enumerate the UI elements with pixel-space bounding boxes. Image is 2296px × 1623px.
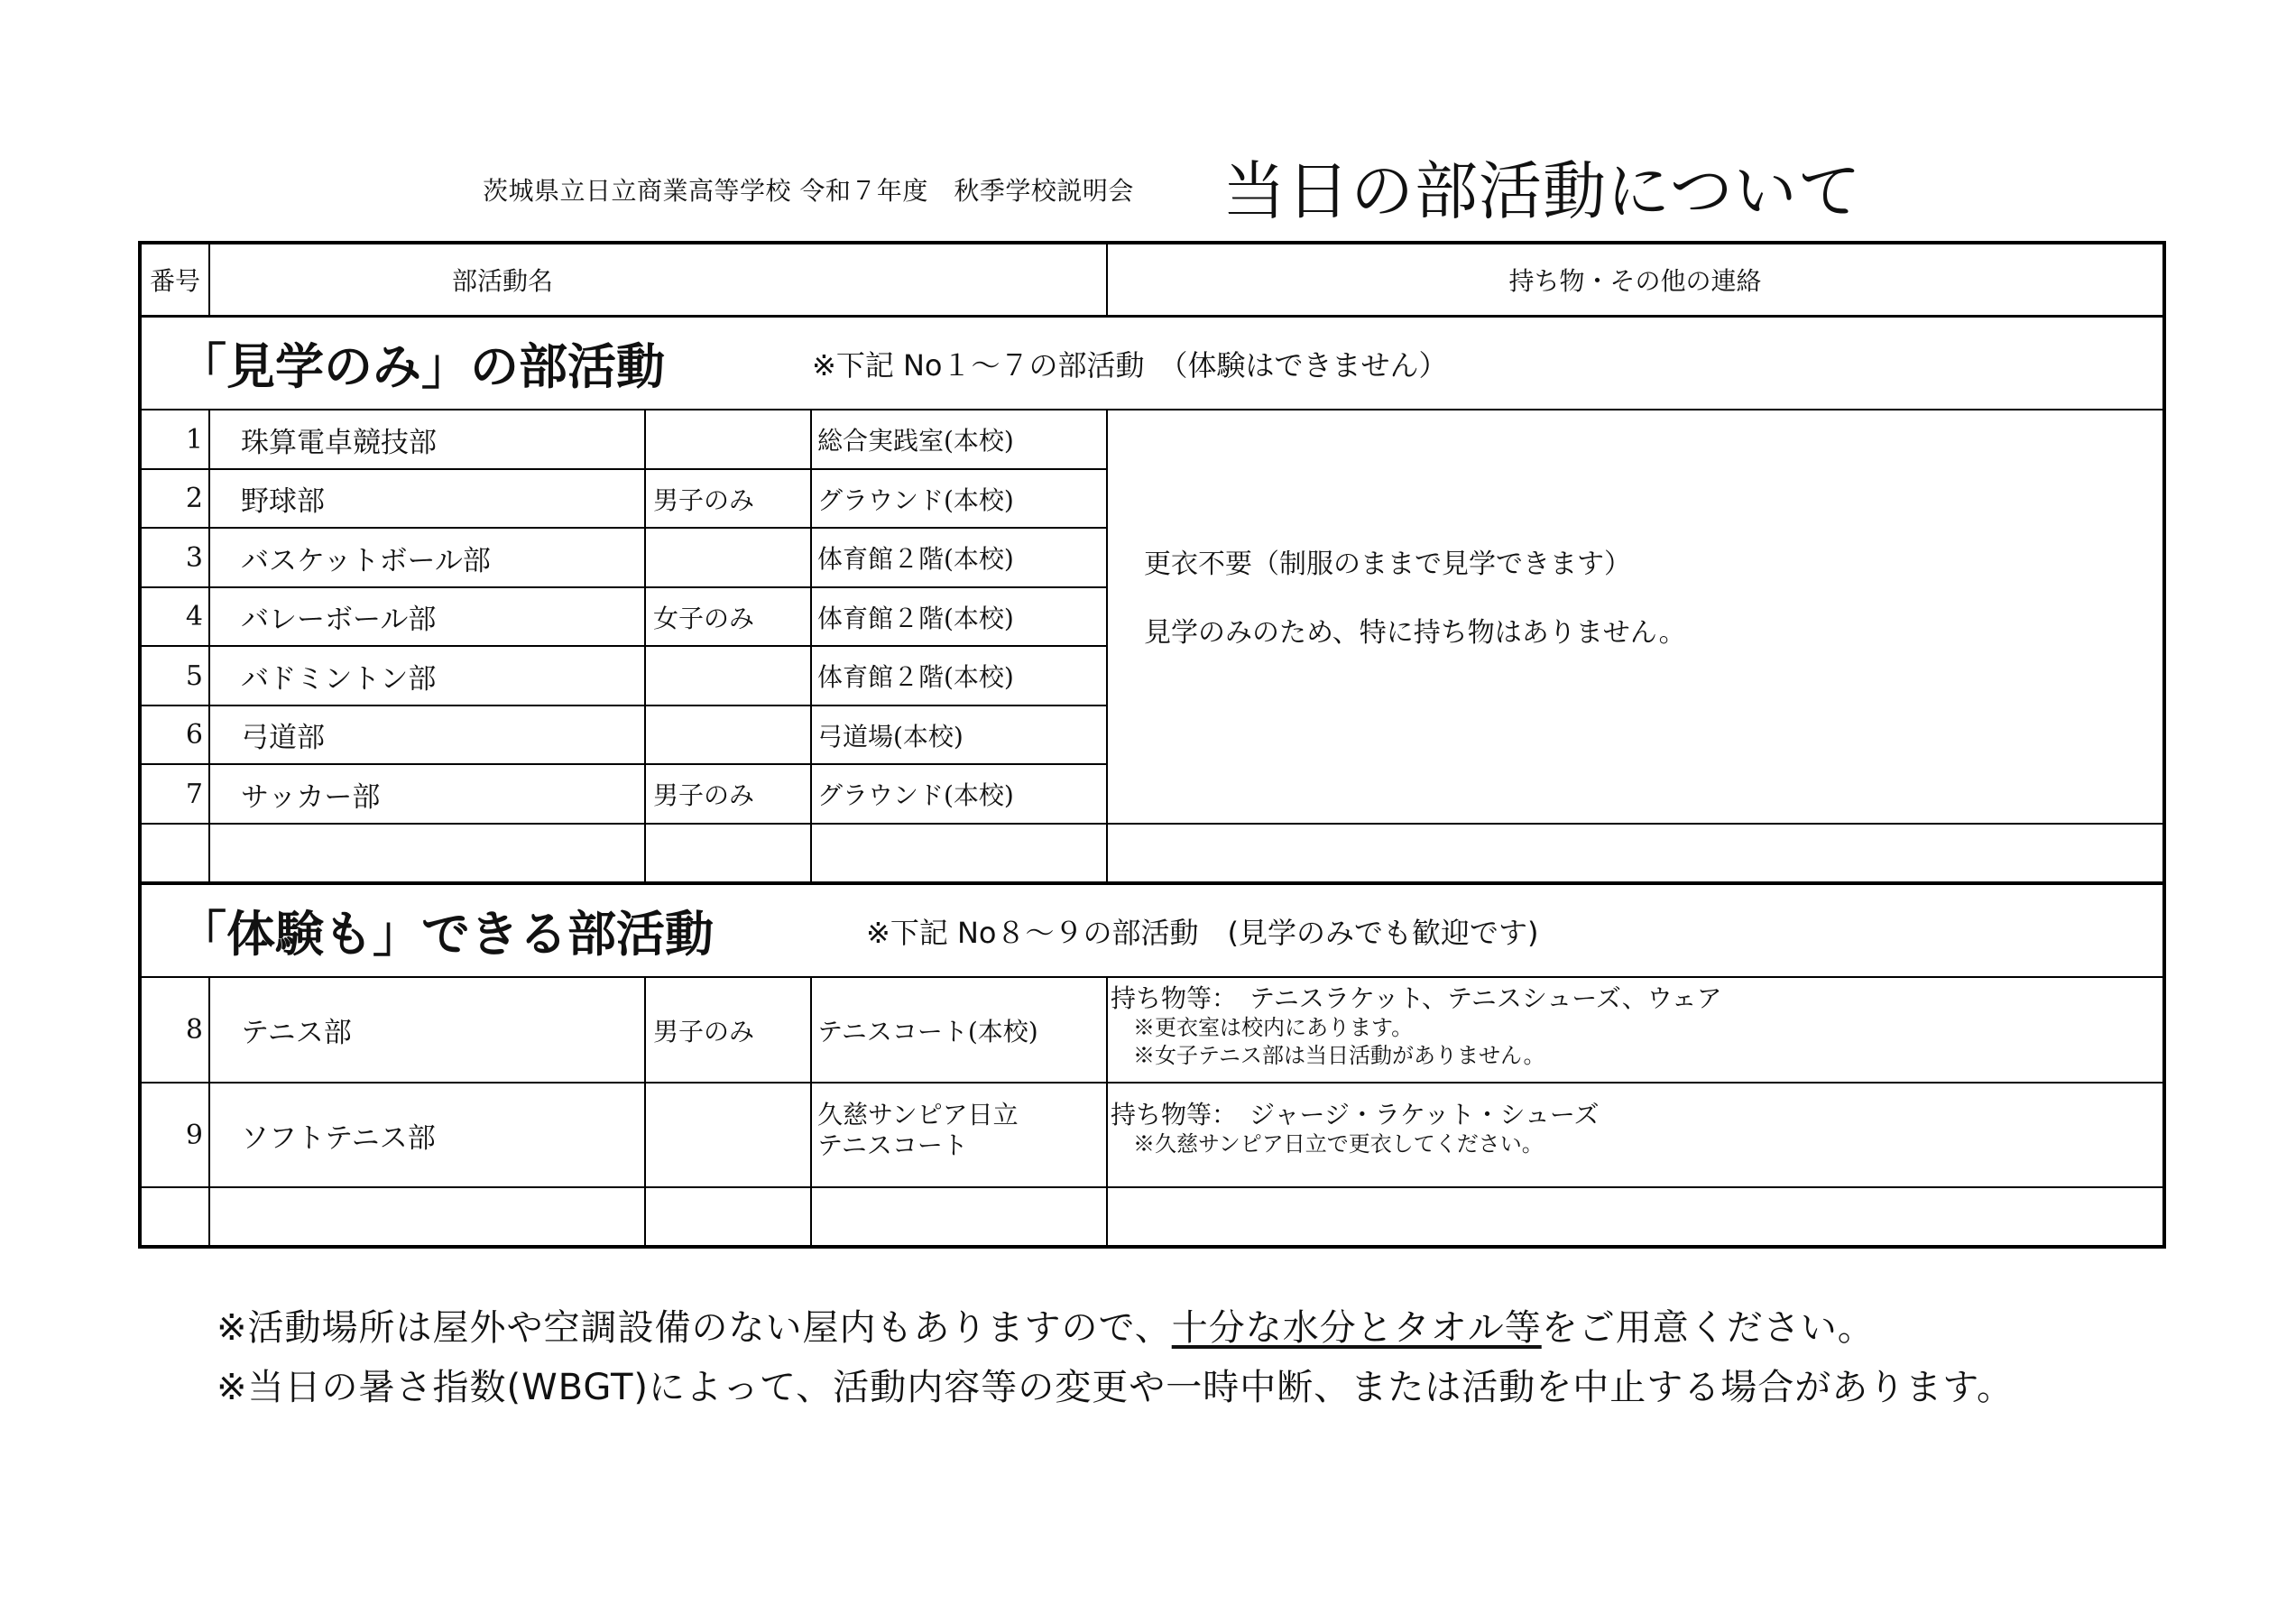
section1-note: ※下記 No１～７の部活動 （体験はできません） (812, 347, 1448, 383)
items-line: 持ち物等： ジャージ・ラケット・シューズ (1111, 1100, 1600, 1130)
header-items: 持ち物・その他の連絡 (1508, 266, 1762, 296)
club-location: グラウンド(本校) (817, 484, 1014, 515)
club-note (646, 529, 810, 586)
table-border-bottom (138, 1245, 2166, 1249)
club-location: 体育館２階(本校) (817, 662, 1014, 692)
club-items (1108, 1084, 2162, 1186)
club-note (646, 647, 810, 705)
club-location (812, 978, 1106, 1082)
club-note: 女子のみ (653, 603, 755, 633)
club-note (646, 410, 810, 468)
club-note: 男子のみ (653, 1016, 755, 1047)
location-line: テニスコート (817, 1130, 968, 1160)
items-sub-line: ※女子テニス部は当日活動がありません。 (1133, 1043, 1545, 1068)
row-number: 5 (185, 659, 203, 692)
club-name: バレーボール部 (241, 604, 437, 636)
items-line: 持ち物等： テニスラケット、テニスシューズ、ウェア (1111, 983, 1722, 1013)
row-number: 2 (185, 483, 203, 514)
page-header (0, 135, 2296, 228)
club-location: グラウンド(本校) (817, 780, 1014, 810)
items-sub-line: ※久慈サンピア日立で更衣してください。 (1133, 1131, 1544, 1157)
page-title: 当日の部活動について (1222, 154, 1862, 228)
club-name: バスケットボール部 (241, 544, 491, 577)
footer-text: ※活動場所は屋外や空調設備のない屋内もありますので、 (217, 1307, 1172, 1349)
club-location: 総合実践室(本校) (817, 426, 1014, 456)
club-name: 珠算電卓競技部 (241, 426, 437, 459)
row-line (138, 823, 2166, 825)
section1-title: 「見学のみ」の部活動 (178, 338, 665, 395)
row-number: 8 (185, 1014, 203, 1046)
club-location: 体育館２階(本校) (817, 544, 1014, 574)
header-club: 部活動名 (452, 266, 554, 296)
table-border-right (2162, 241, 2166, 1249)
header-number: 番号 (149, 266, 200, 296)
section2-note: ※下記 No８～９の部活動 (見学のみでも歓迎です) (866, 915, 1539, 950)
club-location (812, 1084, 1106, 1186)
row-line (138, 1186, 2166, 1188)
row-number: 7 (185, 778, 203, 810)
club-name: 野球部 (241, 485, 325, 518)
club-note (646, 1084, 810, 1186)
row-number: 1 (185, 423, 203, 456)
section2-title: 「体験も」できる部活動 (178, 906, 714, 963)
club-note (646, 706, 810, 763)
remarks-line: 見学のみのため、特に持ち物はありません。 (1144, 616, 1686, 649)
footer-text: をご用意ください。 (1541, 1307, 1875, 1349)
club-location: 体育館２階(本校) (817, 603, 1014, 633)
row-number: 3 (185, 541, 203, 574)
row-number: 9 (185, 1119, 203, 1151)
club-name: サッカー部 (241, 780, 381, 814)
location-line: 久慈サンピア日立 (817, 1100, 1019, 1130)
club-name: バドミントン部 (241, 662, 437, 696)
items-sub-line: ※更衣室は校内にあります。 (1133, 1015, 1414, 1040)
club-table (138, 241, 2166, 1249)
club-note: 男子のみ (653, 484, 755, 515)
location-line: テニスコート(本校) (817, 1016, 1038, 1047)
event-subtitle: 茨城県立日立商業高等学校 令和７年度 秋季学校説明会 (483, 176, 1134, 206)
club-items (1108, 978, 2162, 1082)
club-note: 男子のみ (653, 780, 755, 810)
footer-note-1 (217, 1299, 1875, 1351)
club-name: テニス部 (241, 1017, 352, 1049)
footer-note-2: ※当日の暑さ指数(WBGT)によって、活動内容等の変更や一時中断、または活動を中止する場合があります。 (217, 1367, 2015, 1408)
row-number: 6 (185, 719, 203, 751)
footer-emphasis: 十分な水分とタオル等 (1171, 1307, 1542, 1349)
club-name: ソフトテニス部 (241, 1121, 436, 1155)
club-location: 弓道場(本校) (817, 721, 964, 752)
section1-remarks (1108, 410, 2162, 823)
remarks-line: 更衣不要（制服のままで見学できます） (1144, 548, 1631, 580)
row-number: 4 (185, 601, 203, 632)
club-name: 弓道部 (241, 722, 325, 754)
